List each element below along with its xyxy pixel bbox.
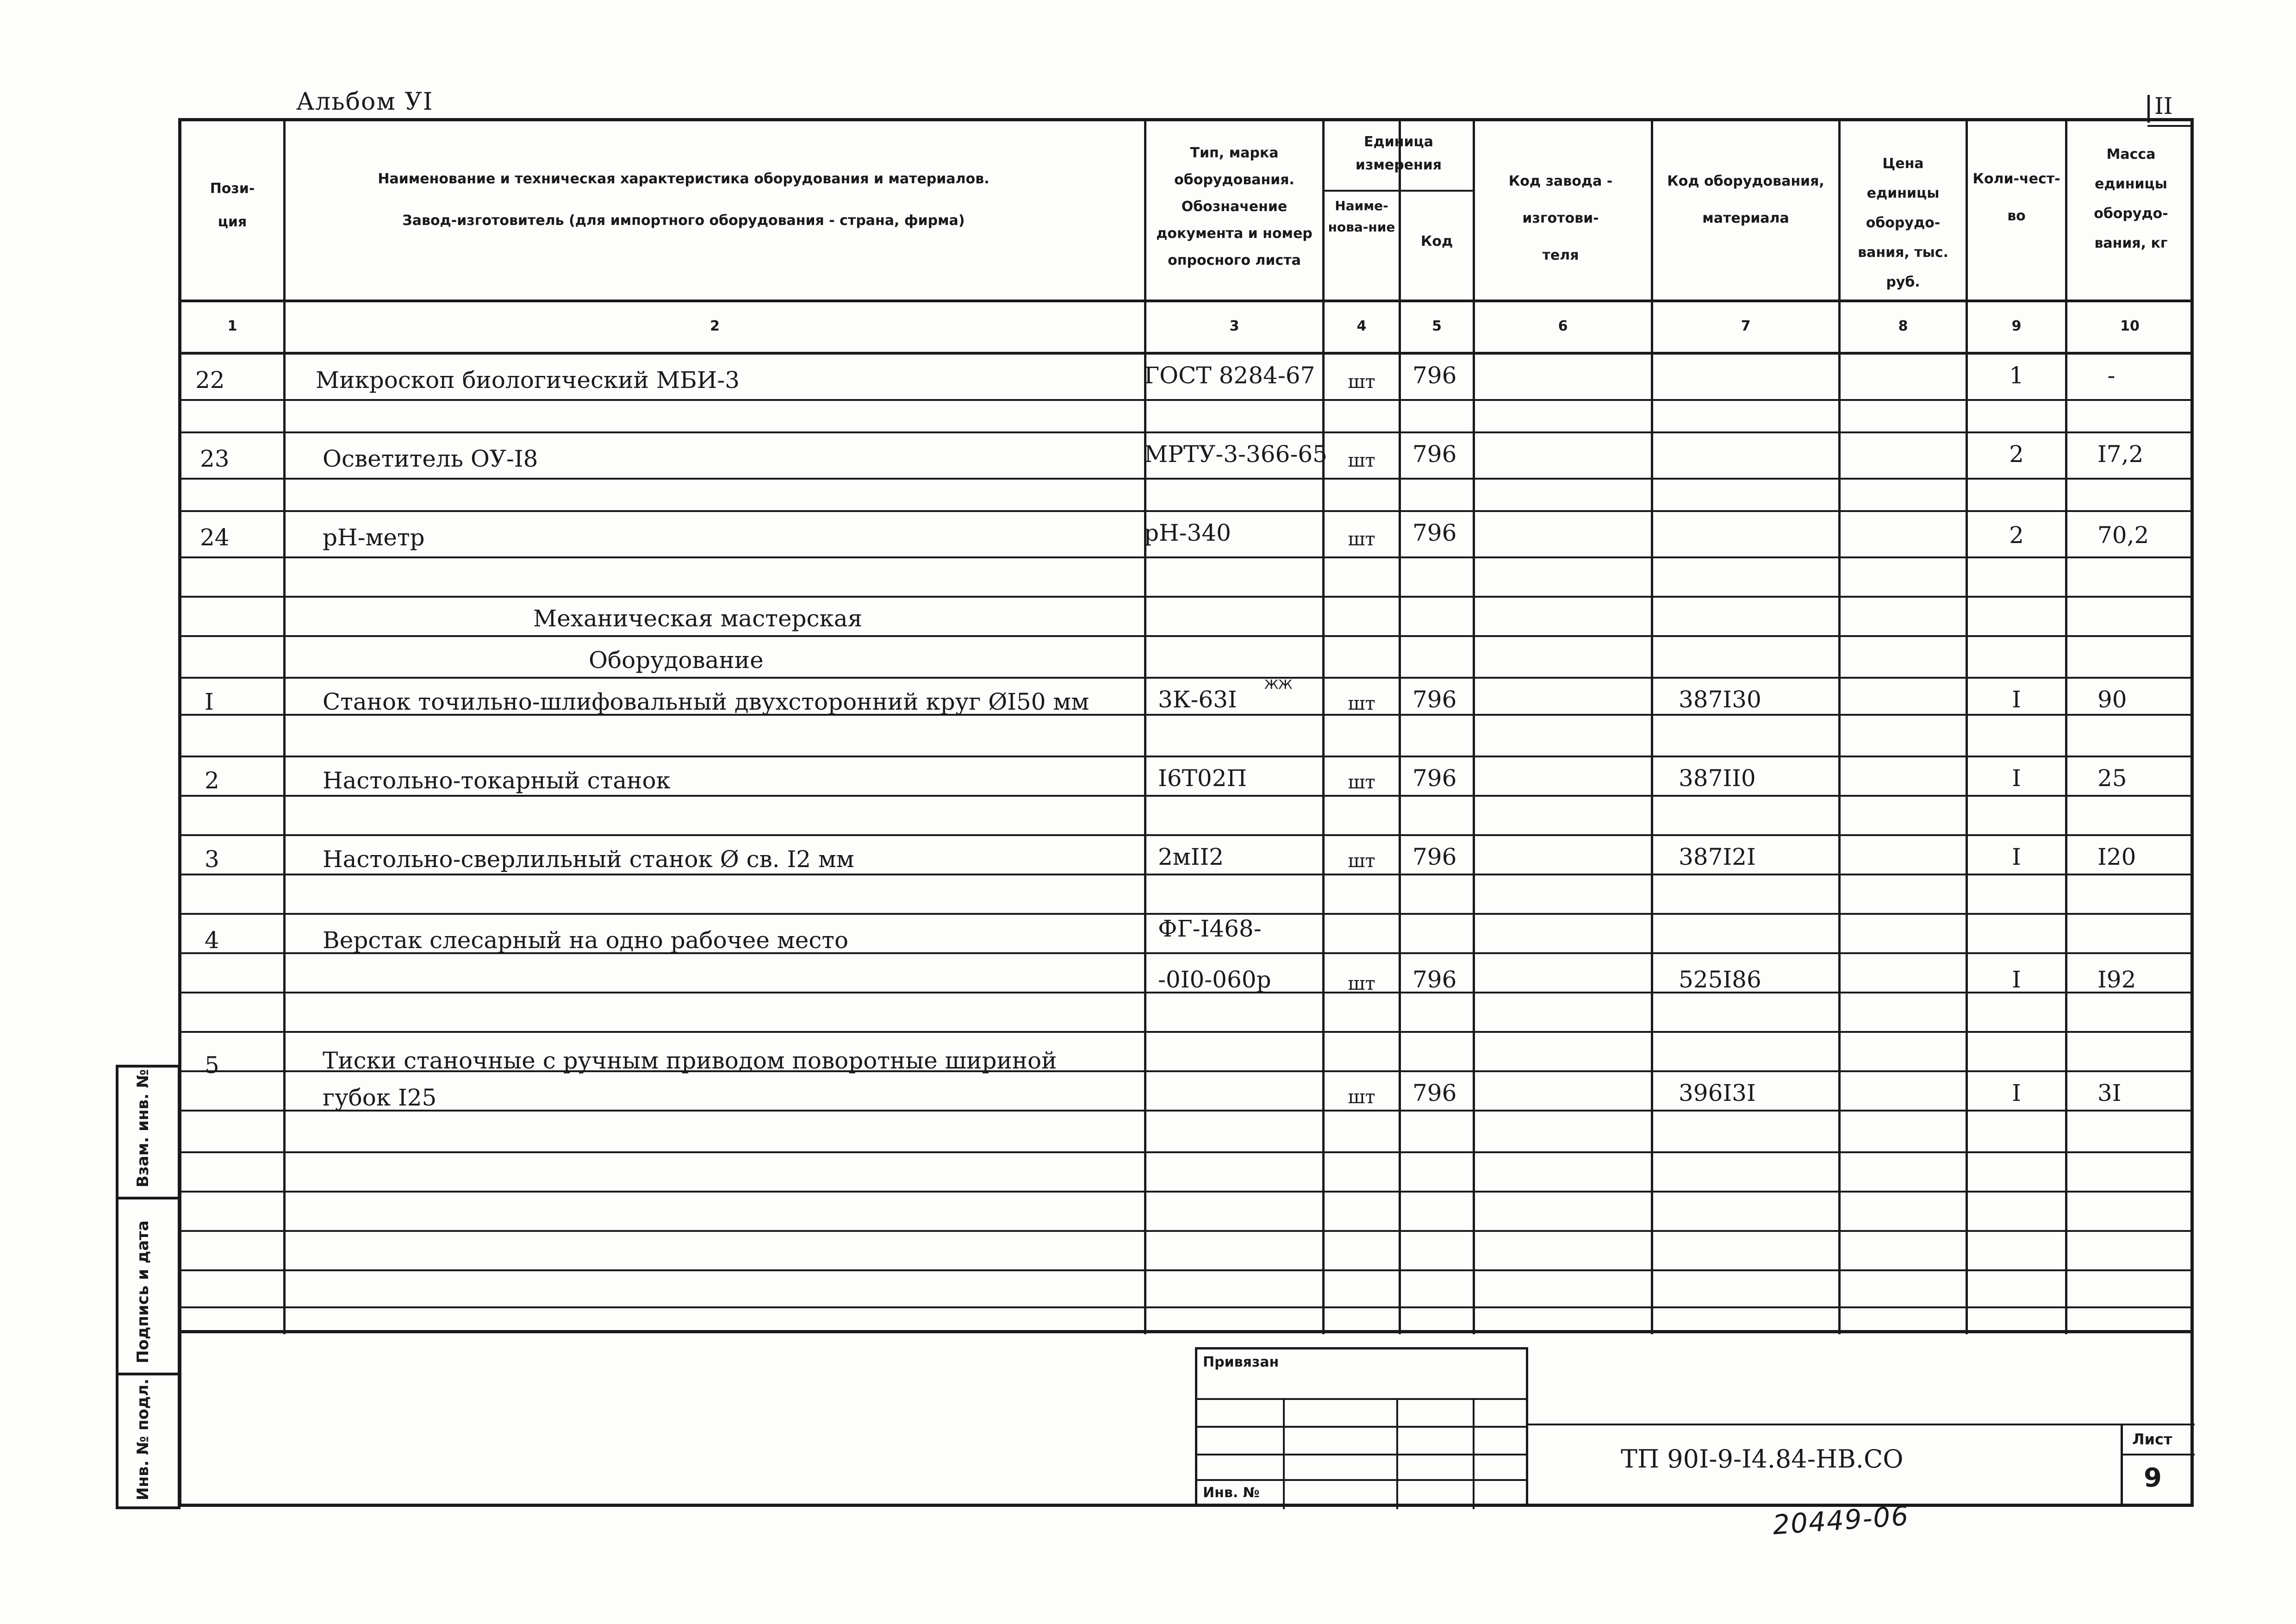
header-type: Тип, марка оборудования. Обозначение документа и номер опросного листа	[1156, 145, 1313, 269]
row-line	[181, 1306, 2192, 1308]
row-quantity: I	[2012, 966, 2021, 993]
row-line	[181, 399, 2192, 401]
stamp-line	[1197, 1426, 1526, 1428]
row-type: pH-340	[1144, 519, 1231, 546]
row-type-superscript: ЖЖ	[1264, 677, 1293, 692]
row-mass: 70,2	[2097, 522, 2149, 549]
row-line	[181, 834, 2192, 836]
row-mass: 25	[2097, 765, 2127, 792]
sheet-number: 9	[2144, 1463, 2162, 1493]
binding-stamp	[1195, 1347, 1528, 1507]
row-line	[181, 1230, 2192, 1232]
side-cell-signature	[118, 1199, 178, 1375]
row-quantity: I	[2012, 1080, 2021, 1106]
colnum-5: 5	[1432, 318, 1442, 334]
row-unit-code: 796	[1412, 765, 1457, 792]
corner-page-number: II	[2154, 93, 2173, 119]
row-name: Микроскоп биологический МБИ-3	[316, 367, 740, 394]
row-position: 3	[205, 846, 219, 873]
row-equipment-code: 396I3I	[1679, 1080, 1756, 1106]
row-equipment-code: 525I86	[1679, 966, 1761, 993]
colnum-2: 2	[710, 318, 720, 334]
row-position: 22	[195, 367, 225, 394]
header-unit: Единица измерения	[1355, 134, 1442, 173]
row-line	[181, 795, 2192, 797]
colnum-bottom-line	[181, 352, 2192, 355]
stamp-inv-label: Инв. №	[1203, 1485, 1260, 1501]
row-unit-code: 796	[1412, 966, 1457, 993]
colnum-8: 8	[1898, 318, 1908, 334]
row-position: 4	[205, 927, 219, 954]
row-equipment-code: 387II0	[1679, 765, 1756, 792]
side-stamp	[116, 1065, 180, 1509]
row-type: I6Т02П	[1158, 765, 1247, 792]
row-line	[181, 1269, 2192, 1271]
row-type-line2: -0I0-060р	[1158, 966, 1271, 993]
row-line	[181, 1151, 2192, 1153]
row-line	[181, 1110, 2192, 1112]
row-name: pH-метр	[323, 524, 425, 551]
row-unit: шт	[1348, 529, 1375, 550]
header-mass: Масса единицы оборудо-вания, кг	[2094, 146, 2168, 251]
row-unit: шт	[1348, 850, 1375, 872]
row-unit: шт	[1348, 371, 1375, 393]
row-position: 24	[200, 524, 230, 551]
side-label-replacement: Взам. инв. №	[134, 1069, 152, 1187]
row-unit-code: 796	[1412, 686, 1457, 713]
row-line	[181, 756, 2192, 757]
sheet-divider	[2121, 1424, 2123, 1507]
row-line	[181, 510, 2192, 512]
stamp-line	[1197, 1479, 1526, 1481]
row-type: МРТУ-3-366-65	[1144, 441, 1327, 468]
header-maker-code: Код завода - изготови-теля	[1508, 173, 1613, 263]
sheet-label: Лист	[2132, 1430, 2172, 1448]
row-unit: шт	[1348, 450, 1375, 471]
colnum-7: 7	[1741, 318, 1751, 334]
colnum-1: 1	[227, 318, 237, 334]
stamp-vline	[1396, 1398, 1398, 1509]
row-name-line2: губок I25	[323, 1084, 437, 1111]
row-equipment-code: 387I30	[1679, 686, 1761, 713]
row-quantity: 1	[2009, 362, 2024, 389]
sheet-divider-h	[2121, 1454, 2195, 1455]
row-line	[181, 1191, 2192, 1193]
row-type: 3К-63I	[1158, 686, 1237, 713]
unit-header-divider	[1322, 190, 1473, 192]
row-line	[181, 874, 2192, 875]
row-line	[181, 677, 2192, 679]
header-unit-name: Наиме-нова-ние	[1328, 198, 1395, 235]
header-quantity: Коли-чест-во	[1972, 171, 2060, 224]
side-cell-replacement	[118, 1068, 178, 1199]
equipment-table	[178, 118, 2194, 1333]
row-mass: 90	[2097, 686, 2127, 713]
stamp-line	[1197, 1398, 1526, 1400]
section-title: Механическая мастерская	[533, 605, 863, 632]
stamp-vline	[1473, 1398, 1475, 1509]
row-position: 5	[205, 1052, 219, 1079]
side-cell-original	[118, 1375, 178, 1510]
handwritten-number: 20449-06	[1771, 1499, 1910, 1541]
side-label-original: Инв. № подл.	[134, 1378, 152, 1500]
row-mass: I92	[2097, 966, 2136, 993]
row-line	[181, 478, 2192, 480]
row-unit: шт	[1348, 973, 1375, 994]
row-name: Тиски станочные с ручным приводом поворотные шириной	[323, 1047, 1057, 1074]
header-equipment-code: Код оборудования, материала	[1667, 173, 1824, 226]
row-unit-code: 796	[1412, 843, 1457, 870]
header-name-line1: Наименование и техническая характеристика оборудования и материалов.	[378, 171, 989, 187]
header-bottom-line	[181, 300, 2192, 302]
row-unit-code: 796	[1412, 441, 1457, 468]
section-subtitle: Оборудование	[589, 647, 764, 674]
row-name: Станок точильно-шлифовальный двухсторонний круг ØI50 мм	[323, 688, 1089, 715]
row-line	[181, 635, 2192, 637]
title-block-frame	[178, 1331, 2194, 1507]
row-line	[181, 596, 2192, 598]
row-name: Настольно-токарный станок	[323, 767, 671, 794]
stamp-vline	[1283, 1398, 1285, 1509]
row-quantity: I	[2012, 843, 2021, 870]
colnum-3: 3	[1229, 318, 1239, 334]
row-position: 2	[205, 767, 219, 794]
row-name: Верстак слесарный на одно рабочее место	[323, 927, 849, 954]
row-mass: I20	[2097, 843, 2136, 870]
title-block-line	[1528, 1424, 2195, 1425]
row-quantity: I	[2012, 765, 2021, 792]
row-type: ГОСТ 8284-67	[1144, 362, 1315, 389]
album-label: Альбом УI	[296, 88, 434, 116]
row-position: I	[205, 688, 214, 715]
stamp-bound-label: Привязан	[1203, 1354, 1279, 1370]
colnum-4: 4	[1356, 318, 1367, 334]
row-mass: 3I	[2097, 1080, 2122, 1106]
row-line	[181, 1031, 2192, 1033]
header-unit-code: Код	[1420, 233, 1453, 250]
colnum-9: 9	[2011, 318, 2022, 334]
row-unit-code: 796	[1412, 1080, 1457, 1106]
row-unit-code: 796	[1412, 362, 1457, 389]
row-unit: шт	[1348, 693, 1375, 714]
row-unit-code: 796	[1412, 519, 1457, 546]
row-name: Осветитель ОУ-I8	[323, 445, 538, 472]
row-type: 2мII2	[1158, 843, 1224, 870]
header-position: Пози- ция	[210, 181, 255, 230]
header-name-line2: Завод-изготовитель (для импортного оборудования - страна, фирма)	[402, 212, 965, 229]
row-name: Настольно-сверлильный станок Ø св. I2 мм	[323, 846, 854, 873]
row-equipment-code: 387I2I	[1679, 843, 1756, 870]
row-unit: шт	[1348, 772, 1375, 793]
side-label-signature: Подпись и дата	[134, 1220, 152, 1363]
row-line	[181, 913, 2192, 915]
row-mass: -	[2107, 362, 2116, 389]
colnum-6: 6	[1558, 318, 1568, 334]
row-line	[181, 431, 2192, 433]
row-quantity: I	[2012, 686, 2021, 713]
row-quantity: 2	[2009, 441, 2024, 468]
row-quantity: 2	[2009, 522, 2024, 549]
row-mass: I7,2	[2097, 441, 2144, 468]
header-price: Цена единицы оборудо-вания, тыс. руб.	[1858, 156, 1948, 290]
document-code: ТП 90I-9-I4.84-НВ.СО	[1621, 1444, 1904, 1474]
row-position: 23	[200, 445, 230, 472]
row-type: ФГ-I468-	[1158, 915, 1262, 942]
row-unit: шт	[1348, 1087, 1375, 1108]
stamp-line	[1197, 1454, 1526, 1455]
row-line	[181, 556, 2192, 558]
colnum-10: 10	[2120, 318, 2140, 334]
